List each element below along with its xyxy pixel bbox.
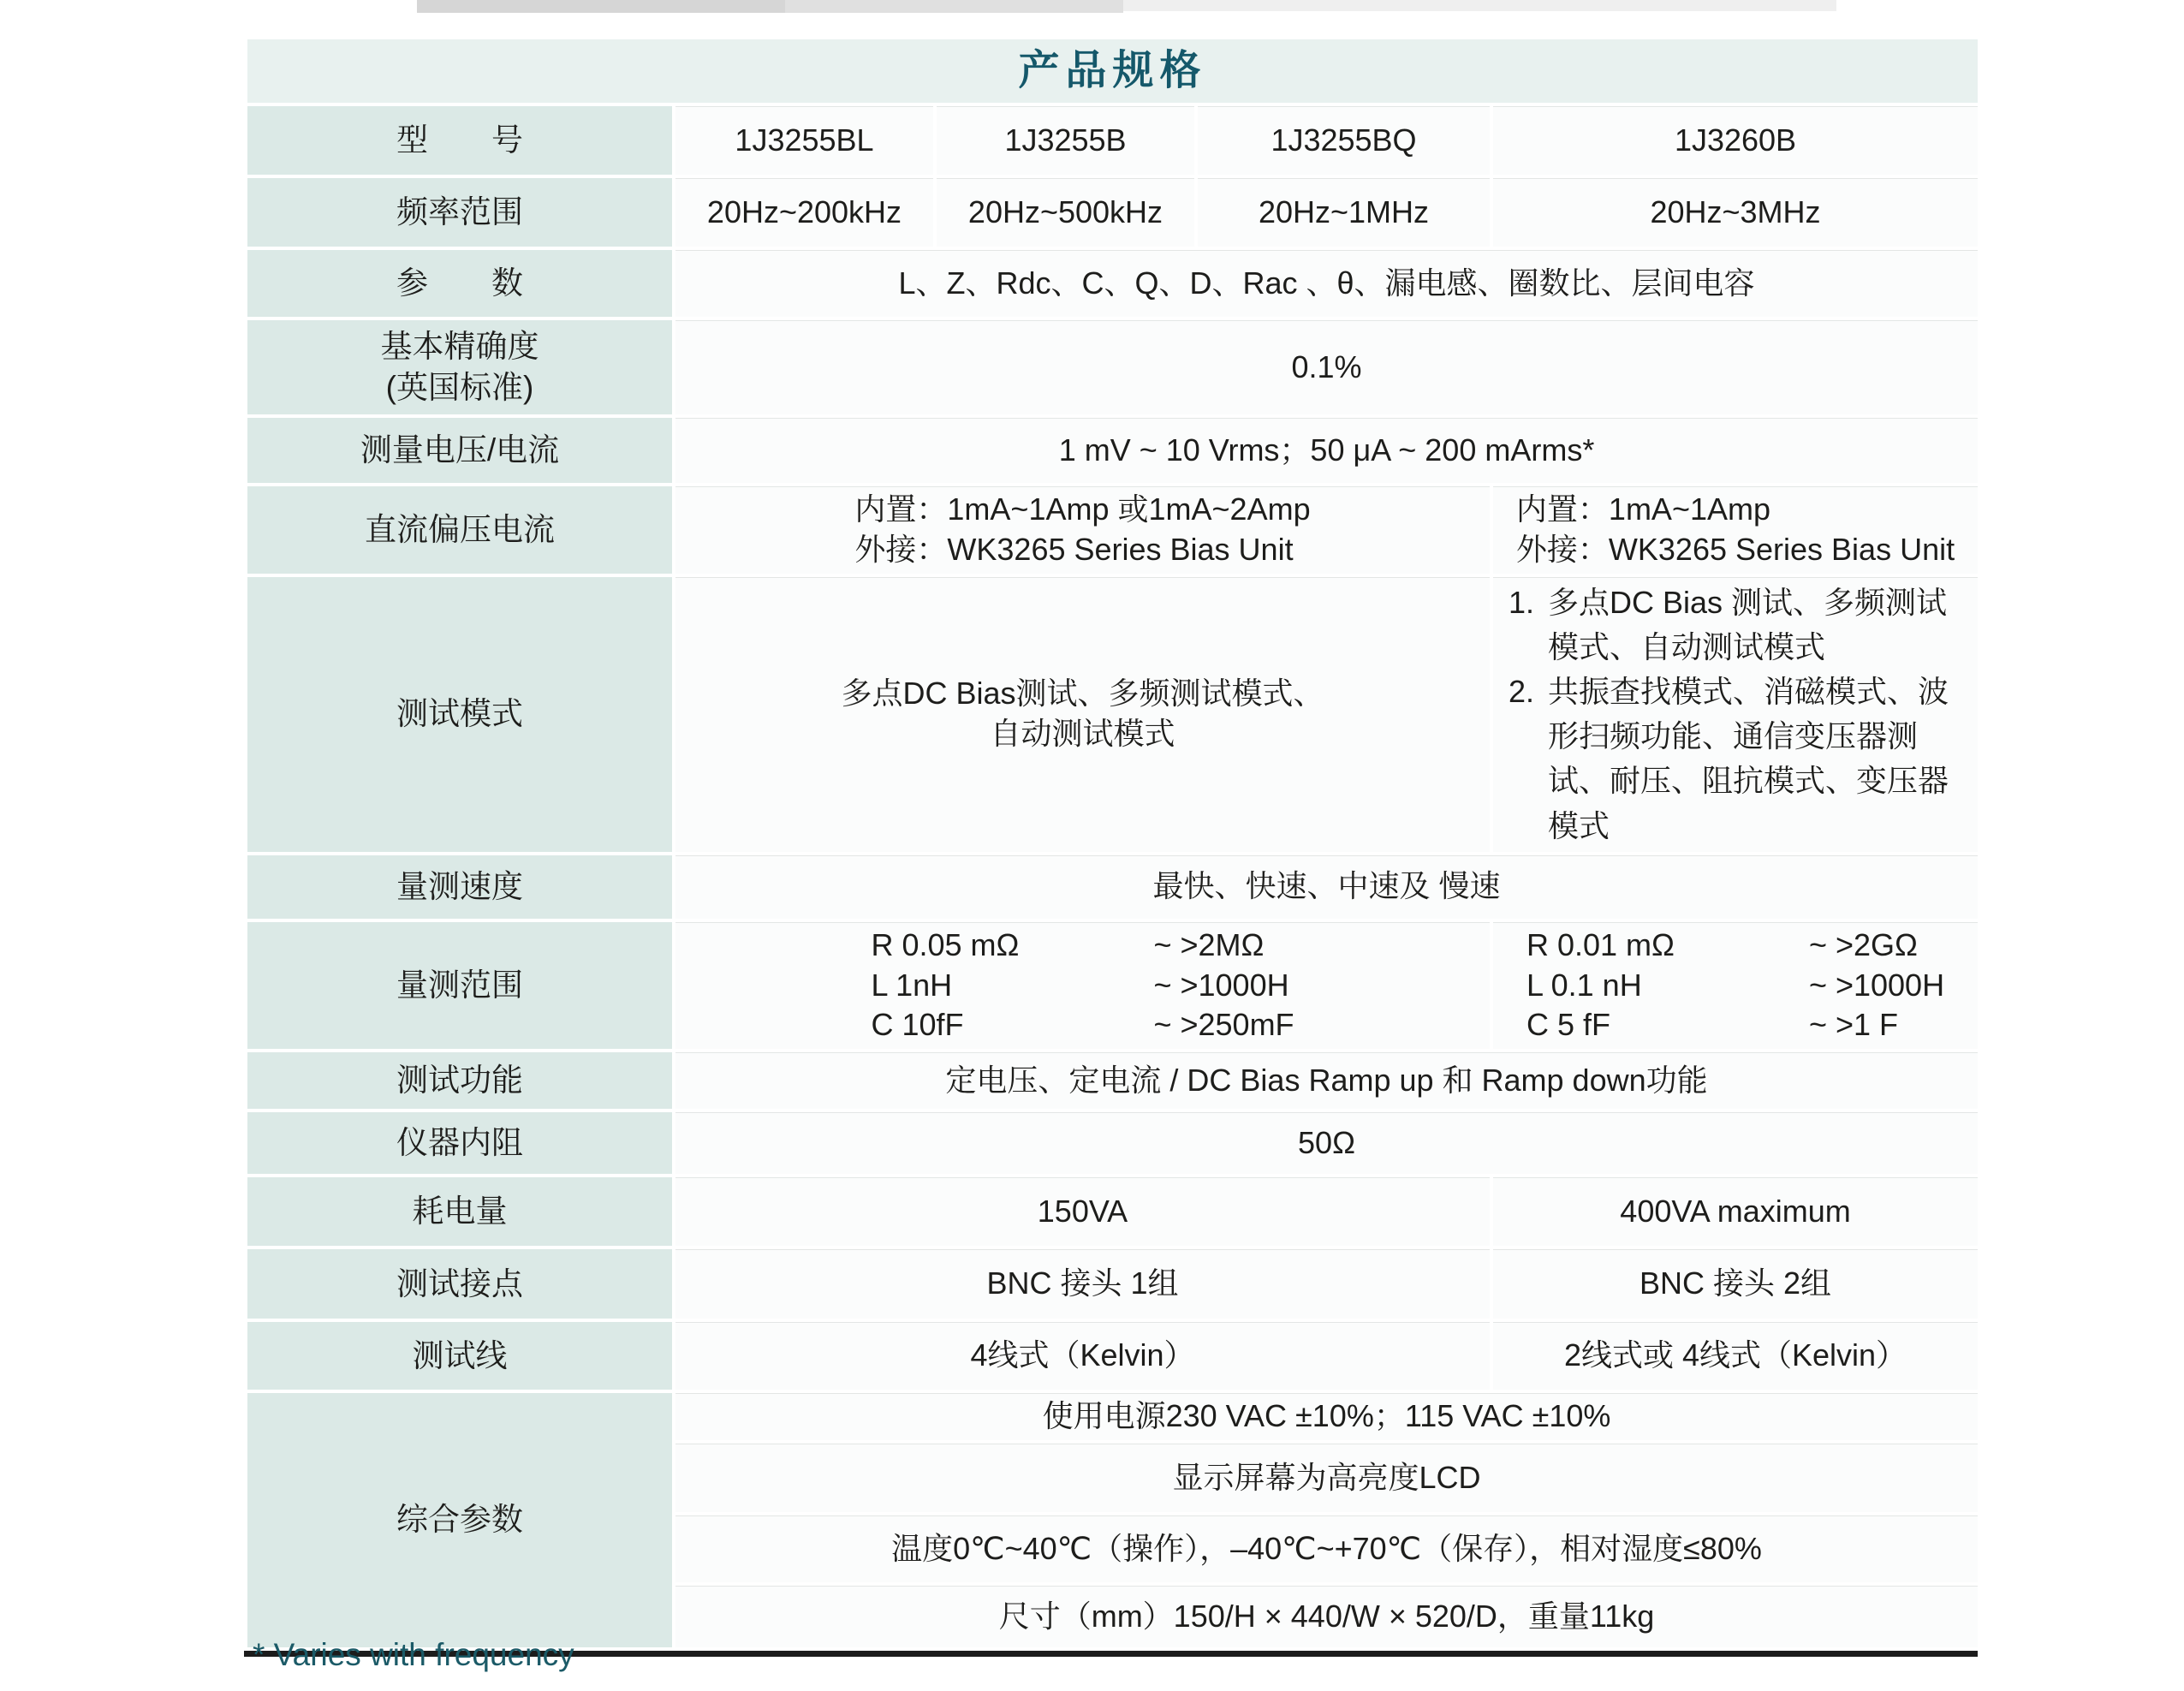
- row-label-dc-bias: 直流偏压电流: [246, 485, 674, 575]
- dc-bias-right-line2: 外接：WK3265 Series Bias Unit: [1515, 531, 1955, 567]
- model-value-1: 1J3255BL: [674, 104, 935, 176]
- leads-left-value: 4线式（Kelvin）: [674, 1320, 1491, 1391]
- table-row-frequency: [246, 176, 1979, 248]
- test-mode-left-line2: 自动测试模式: [990, 716, 1175, 752]
- row-label-power: 耗电量: [246, 1176, 674, 1247]
- general-line-3: 温度0℃~40℃（操作），–40℃~+70℃（保存），相对湿度≤80%: [674, 1514, 1979, 1584]
- leads-right-value: 2线式或 4线式（Kelvin）: [1491, 1320, 1979, 1391]
- general-line-4: 尺寸（mm）150/H × 440/W × 520/D，重量11kg: [674, 1584, 1979, 1649]
- row-label-speed: 量测速度: [246, 854, 674, 920]
- scan-artifact: [1123, 0, 1836, 11]
- table-row-power: [246, 1176, 1979, 1247]
- spec-table: [244, 36, 1981, 1651]
- model-value-2: 1J3255B: [935, 104, 1196, 176]
- row-label-voltage-current: 测量电压/电流: [246, 416, 674, 485]
- dc-bias-left-cell: [674, 485, 1491, 575]
- general-line-1: 使用电源230 VAC ±10%；115 VAC ±10%: [674, 1391, 1979, 1442]
- range-line: [1526, 926, 1944, 966]
- table-row-general-1: [246, 1391, 1979, 1442]
- scan-artifact: [785, 0, 1123, 13]
- frequency-value-4: 20Hz~3MHz: [1491, 176, 1979, 248]
- row-label-general: 综合参数: [246, 1391, 674, 1649]
- row-label-connector: 测试接点: [246, 1247, 674, 1320]
- table-row-range: [246, 920, 1979, 1051]
- accuracy-label-line1: 基本精确度: [380, 328, 539, 364]
- frequency-value-2: 20Hz~500kHz: [935, 176, 1196, 248]
- range-limit: ~ >2MΩ: [1153, 926, 1265, 962]
- range-line: [871, 926, 1294, 966]
- table-row-connector: [246, 1247, 1979, 1320]
- range-limit: ~ >1 F: [1808, 1007, 1898, 1043]
- range-limit: ~ >1000H: [1808, 967, 1945, 1003]
- table-row-voltage-current: [246, 416, 1979, 485]
- frequency-value-3: 20Hz~1MHz: [1196, 176, 1491, 248]
- dc-bias-left-line2: 外接：WK3265 Series Bias Unit: [854, 531, 1294, 567]
- frequency-value-1: 20Hz~200kHz: [674, 176, 935, 248]
- accuracy-value: 0.1%: [674, 319, 1979, 416]
- range-quantity: C 5 fF: [1526, 1007, 1610, 1043]
- range-line: [871, 1005, 1294, 1045]
- test-mode-right-item-1: [1509, 581, 1971, 670]
- test-mode-left-cell: [674, 575, 1491, 854]
- table-row-leads: [246, 1320, 1979, 1391]
- range-quantity: R 0.05 mΩ: [871, 926, 1020, 962]
- range-left-cell: [674, 920, 1491, 1051]
- table-row-speed: [246, 854, 1979, 920]
- range-line: [871, 966, 1294, 1006]
- model-value-4: 1J3260B: [1491, 104, 1979, 176]
- footnote: * Varies with frequency: [253, 1637, 574, 1672]
- range-line: [1526, 966, 1944, 1006]
- function-value: 定电压、定电流 / DC Bias Ramp up 和 Ramp down功能: [674, 1051, 1979, 1110]
- list-text: 多点DC Bias 测试、多频测试模式、自动测试模式: [1548, 584, 1948, 664]
- row-label-leads: 测试线: [246, 1320, 674, 1391]
- range-limit: ~ >2GΩ: [1808, 926, 1918, 962]
- speed-value: 最快、快速、中速及 慢速: [674, 854, 1979, 920]
- list-number: 1.: [1509, 584, 1535, 620]
- row-label-accuracy: [246, 319, 674, 416]
- voltage-current-value: 1 mV ~ 10 Vrms；50 μA ~ 200 mArms*: [674, 416, 1979, 485]
- test-mode-right-cell: [1491, 575, 1979, 854]
- range-limit: ~ >250mF: [1153, 1007, 1294, 1043]
- range-quantity: R 0.01 mΩ: [1526, 926, 1675, 962]
- row-label-model: 型 号: [246, 104, 674, 176]
- page-title: 产品规格: [246, 38, 1979, 104]
- range-quantity: L 1nH: [871, 967, 953, 1003]
- range-limit: ~ >1000H: [1153, 967, 1289, 1003]
- connector-right-value: BNC 接头 2组: [1491, 1247, 1979, 1320]
- test-mode-right-item-2: [1509, 670, 1971, 848]
- dc-bias-right-line1: 内置：1mA~1Amp: [1515, 491, 1771, 527]
- range-line: [1526, 1005, 1944, 1045]
- range-quantity: L 0.1 nH: [1526, 967, 1642, 1003]
- table-row-model: [246, 104, 1979, 176]
- dc-bias-left-line1: 内置：1mA~1Amp 或1mA~2Amp: [854, 491, 1311, 527]
- table-row-function: [246, 1051, 1979, 1110]
- row-label-range: 量测范围: [246, 920, 674, 1051]
- list-text: 共振查找模式、消磁模式、波形扫频功能、通信变压器测试、耐压、阻抗模式、变压器模式: [1548, 673, 1949, 843]
- power-right-value: 400VA maximum: [1491, 1176, 1979, 1247]
- range-quantity: C 10fF: [871, 1007, 964, 1043]
- test-mode-left-line1: 多点DC Bias测试、多频测试模式、: [841, 676, 1324, 712]
- accuracy-label-line2: (英国标准): [385, 370, 534, 405]
- row-label-internal-impedance: 仪器内阻: [246, 1110, 674, 1176]
- row-label-function: 测试功能: [246, 1051, 674, 1110]
- table-row-dc-bias: [246, 485, 1979, 575]
- row-label-test-mode: 测试模式: [246, 575, 674, 854]
- connector-left-value: BNC 接头 1组: [674, 1247, 1491, 1320]
- table-row-accuracy: [246, 319, 1979, 416]
- range-right-cell: [1491, 920, 1979, 1051]
- general-line-2: 显示屏幕为高亮度LCD: [674, 1442, 1979, 1514]
- parameters-value: L、Z、Rdc、C、Q、D、Rac 、θ、漏电感、圈数比、层间电容: [674, 248, 1979, 319]
- scan-artifact: [417, 0, 785, 13]
- table-row-parameters: [246, 248, 1979, 319]
- table-row-internal-impedance: [246, 1110, 1979, 1176]
- row-label-parameters: 参 数: [246, 248, 674, 319]
- model-value-3: 1J3255BQ: [1196, 104, 1491, 176]
- row-label-frequency: 频率范围: [246, 176, 674, 248]
- dc-bias-right-cell: [1491, 485, 1979, 575]
- title-row: [246, 38, 1979, 104]
- list-number: 2.: [1509, 673, 1535, 709]
- spec-table-wrapper: [244, 36, 1978, 1657]
- power-left-value: 150VA: [674, 1176, 1491, 1247]
- table-row-test-mode: [246, 575, 1979, 854]
- internal-impedance-value: 50Ω: [674, 1110, 1979, 1176]
